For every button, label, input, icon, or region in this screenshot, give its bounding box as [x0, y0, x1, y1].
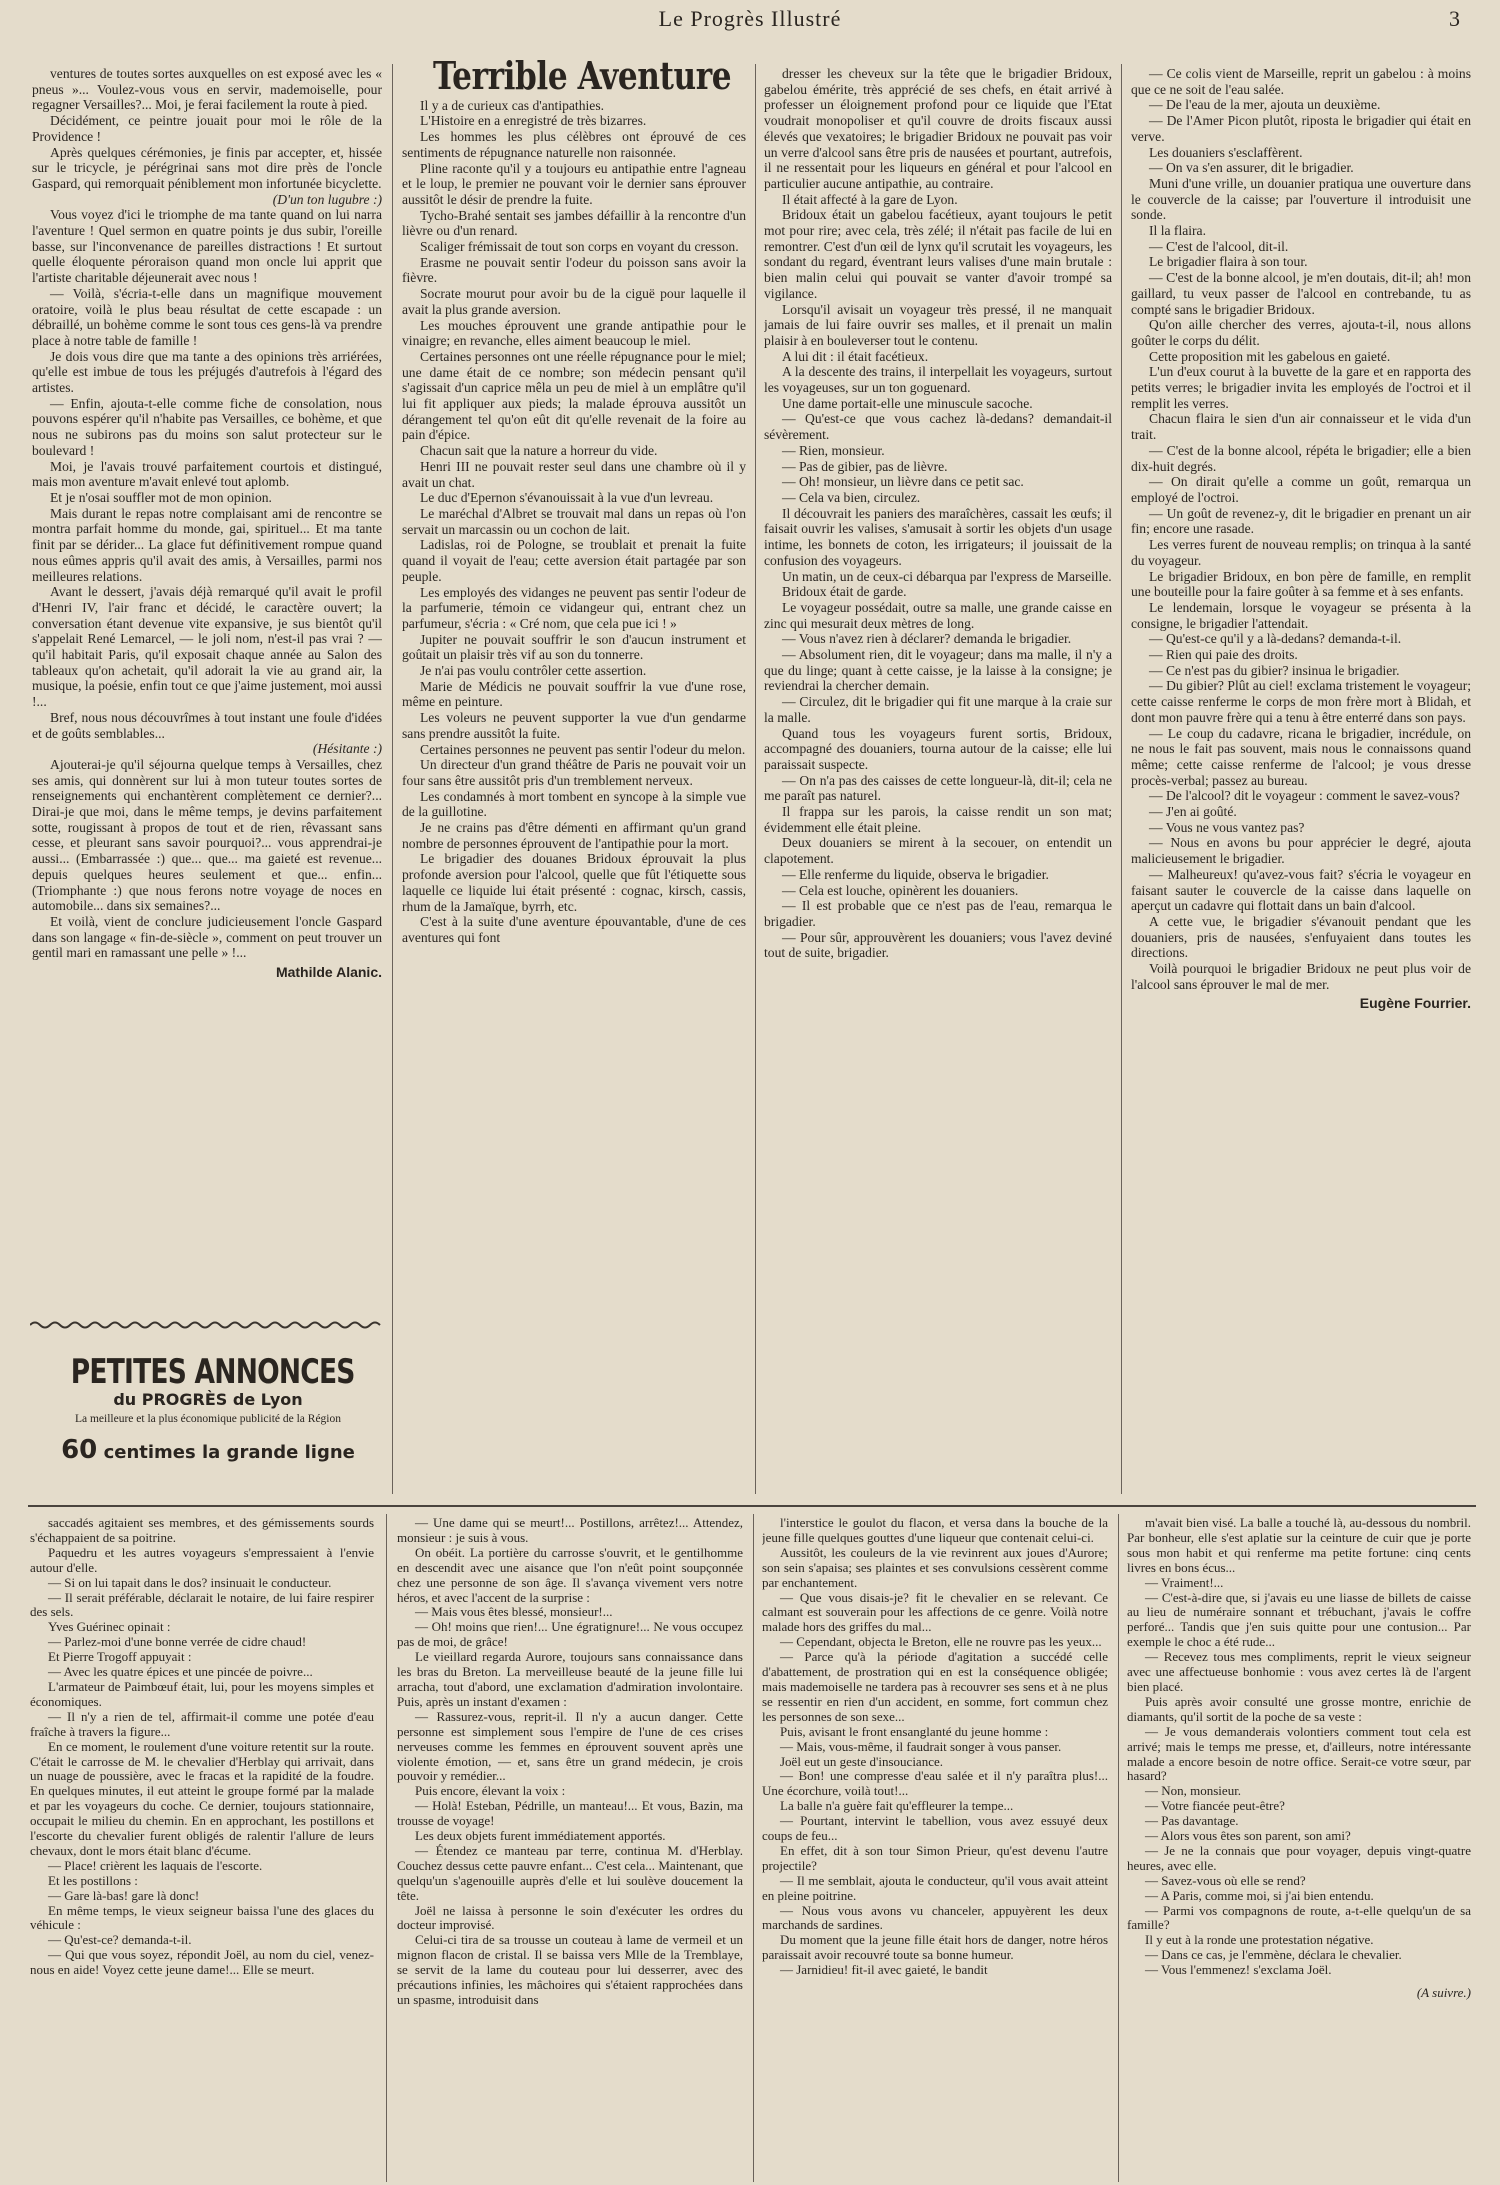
paragraph: Vous voyez d'ici le triomphe de ma tante quand on lui narra l'aventure ! Quel sermon en quatre points je dus subir, l'oreille basse, sur l'inconvenance de pareilles distractions ! Et surtout quelle éloquente péroraison quand mon oncle lui apprit que l'artiste charitable déjeunerait avec nous ! — [32, 207, 382, 286]
serial-paragraph: Yves Guérinec opinait : — [48, 1619, 171, 1635]
paragraph: Chacun flaira le sien d'un air connaisseur et le vida d'un trait. — [1131, 411, 1471, 443]
paragraph: Après quelques cérémonies, je finis par accepter, et, hissée sur le tricycle, je pérégrinai sans mot dire près de l'oncle Gaspard, qui remorquait péniblement mon infortunée bicyclette. — [32, 144, 382, 191]
ad-price-text: centimes la grande ligne — [103, 1442, 355, 1463]
paragraph: — Qu'est-ce qu'il y a là-dedans? demanda-t-il. — [1149, 631, 1402, 647]
paragraph: — De l'alcool? dit le voyageur : comment le savez-vous? — [1149, 788, 1460, 804]
paragraph: Un matin, un de ceux-ci débarqua par l'express de Marseille. — [782, 568, 1112, 584]
ad-headline: PETITES ANNONCES — [70, 1352, 355, 1392]
paragraph: A la descente des trains, il interpellait les voyageurs, surtout les voyageuses, sur un ton goguenard. — [764, 364, 1112, 396]
page-header — [40, 0, 1460, 40]
serial-paragraph: Joël ne laissa à personne le soin d'exécuter les ordres du docteur improvisé. — [397, 1902, 743, 1933]
paragraph: — J'en ai goûté. — [1149, 804, 1237, 820]
paragraph: — Vous n'avez rien à déclarer? demanda le brigadier. — [782, 631, 1072, 647]
serial-column-2 — [397, 1516, 743, 2181]
author-signature: Mathilde Alanic. — [275, 964, 382, 981]
ad-line-1: du PROGRÈS de Lyon — [113, 1390, 303, 1409]
paragraph: — Elle renferme du liquide, observa le brigadier. — [782, 866, 1049, 882]
paragraph: — Le coup du cadavre, ricana le brigadier, incrédule, on ne nous le fait pas souvent, mais nous le connaissons quand même; cette caisse renferme de l'alcool; je vous dresse procès-verbal; passez au bureau. — [1131, 725, 1471, 788]
paragraph: L'Histoire en a enregistré de très bizarres. — [420, 113, 647, 129]
paragraph: — Un goût de revenez-y, dit le brigadier en prenant un air fin; encore une rasade. — [1131, 505, 1471, 537]
stage-direction: (Hésitante :) — [312, 741, 382, 757]
column-rule — [1118, 1514, 1119, 2182]
paragraph: — Cela est louche, opinèrent les douaniers. — [782, 882, 1019, 898]
paragraph: Et voilà, vient de conclure judicieusement l'oncle Gaspard dans son langage « fin-de-siècle », comment on peut trouver un gentil mari en ramassant une pelle » !... — [32, 913, 382, 961]
paragraph: Il la flaira. — [1149, 223, 1206, 239]
author-signature: Eugène Fourrier. — [1359, 995, 1471, 1012]
paragraph: Ladislas, roi de Pologne, se troublait et prenait la fuite quand il voyait de l'eau; cette aversion était partagée par son peuple. — [402, 537, 746, 584]
serial-paragraph: saccadés agitaient ses membres, et des gémissements sourds s'échappaient de sa poitrine. — [30, 1516, 374, 1545]
paragraph: Cette proposition mit les gabelous en gaieté. — [1149, 348, 1391, 364]
paragraph: Les mouches éprouvent une grande antipathie pour le vinaigre; en revanche, elles aiment beaucoup le miel. — [402, 317, 746, 349]
paragraph: — On va s'en assurer, dit le brigadier. — [1149, 160, 1354, 176]
paragraph: Je n'ai pas voulu contrôler cette assertion. — [420, 663, 647, 679]
paragraph: Le brigadier des douanes Bridoux éprouvait la plus profonde aversion pour l'alcool, quelle que fût l'étiquette sous laquelle ce liquide lui était présenté : cognac, kirsch, cassis, rhum de la Jamaïque, byrrh, etc. — [402, 851, 746, 914]
paragraph: — Pour sûr, approuvèrent les douaniers; vous l'avez deviné tout de suite, brigadier. — [764, 929, 1112, 961]
paragraph: — On n'a pas des caisses de cette longueur-là, dit-il; cela ne me paraît pas naturel. — [764, 772, 1112, 804]
paragraph: Voilà pourquoi le brigadier Bridoux ne peut plus voir de l'alcool sans éprouver le mal de mer. — [1131, 961, 1471, 992]
paragraph: Le lendemain, lorsque le voyageur se présenta à la consigne, le brigadier l'attendait. — [1131, 599, 1471, 631]
story-column-2 — [402, 60, 746, 1495]
paragraph: Quand tous les voyageurs furent sortis, Bridoux, accompagné des douaniers, tourna autour de la caisse; elle lui paraissait suspecte. — [764, 725, 1112, 772]
serial-paragraph: — Recevez tous mes compliments, reprit le vieux seigneur avec une affectueuse bonhomie : vous avez certes là de l'argent bien placé. — [1127, 1649, 1471, 1694]
separator-line — [30, 1315, 385, 1325]
column-rule — [753, 1514, 754, 2182]
serial-paragraph: — Jarnidieu! fit-il avec gaieté, le bandit — [780, 1962, 988, 1978]
ad-price — [32, 1435, 384, 1465]
paragraph: Marie de Médicis ne pouvait souffrir la vue d'une rose, même en peinture. — [402, 678, 746, 710]
paragraph: Certaines personnes ne peuvent pas sentir l'odeur du melon. — [420, 741, 746, 757]
serial-paragraph: Et les postillons : — [48, 1872, 138, 1888]
serial-paragraph: — Oh! moins que rien!... Une égratignure!... Ne vous occupez pas de moi, de grâce! — [397, 1619, 743, 1650]
serial-paragraph: — Avec les quatre épices et une pincée de poivre... — [48, 1664, 313, 1680]
paragraph: — Vous ne vous vantez pas? — [1149, 819, 1305, 835]
paragraph: Il découvrait les paniers des maraîchères, cassait les œufs; il faisait ouvrir les valises, s'amusait à sortir les objets d'un usage intime, les bonnets de coton, les irrigateurs; il jouissait de la confusion des voyageurs. — [764, 505, 1112, 568]
stage-direction: (D'un ton lugubre :) — [272, 191, 382, 207]
serial-paragraph: — Nous vous avons vu chanceler, appuyèrent les deux marchands de sardines. — [762, 1902, 1108, 1933]
paragraph: Le voyageur possédait, outre sa malle, une grande caisse en zinc qui mesurait deux mètres de long. — [764, 599, 1112, 631]
paragraph: Mais durant le repas notre complaisant ami de rencontre se montra parfait homme du monde, gai, spirituel... Et ma tante finit par se dérider... La glace fut définitivement rompue quand nous eûmes appris qu'il avait des amis, à Versailles, parmi nos meilleures relations. — [32, 505, 382, 584]
column-rule — [386, 1514, 387, 2182]
paragraph: A cette vue, le brigadier s'évanouit pendant que les douaniers, pris de nausées, s'enfuyaient dans toutes les directions. — [1131, 913, 1471, 961]
paragraph: — Absolument rien, dit le voyageur; dans ma malle, il n'y a que du linge; quant à cette caisse, je la laisse à la consigne; je reviendrai la chercher demain. — [764, 647, 1112, 694]
paragraph: — C'est de la bonne alcool, répéta le brigadier; elle a bien dix-huit degrés. — [1131, 442, 1471, 474]
paragraph: — Oh! monsieur, un lièvre dans ce petit sac. — [782, 474, 1024, 490]
paragraph: Socrate mourut pour avoir bu de la ciguë pour laquelle il avait la plus grande aversion. — [402, 286, 746, 317]
serial-column-4 — [1127, 1516, 1471, 2181]
serial-paragraph: Et Pierre Trogoff appuyait : — [48, 1649, 192, 1665]
paragraph: Il était affecté à la gare de Lyon. — [782, 191, 958, 207]
serial-paragraph: — Pourtant, intervint le tabellion, vous avez essuyé deux coups de feu... — [762, 1813, 1108, 1844]
paragraph: Chacun sait que la nature a horreur du vide. — [420, 443, 658, 459]
column-rule — [1121, 64, 1122, 1494]
story-column-4 — [1131, 66, 1471, 1496]
serial-paragraph: — Alors vous êtes son parent, son ami? — [1145, 1828, 1351, 1844]
paragraph: — Pas de gibier, pas de lièvre. — [782, 458, 948, 474]
paragraph: Muni d'une vrille, un douanier pratiqua une ouverture dans le couvercle de la caisse; par l'ouverture il introduisit une sonde. — [1131, 175, 1471, 223]
serial-paragraph: — Rassurez-vous, reprit-il. Il n'y a aucun danger. Cette personne est simplement sous l'empire de l'une de ces crises nerveuses comme les femmes en éprouvent souvent après une violente émotion, — et, sans être un grand médecin, je crois pouvoir y remédier... — [397, 1708, 743, 1784]
paragraph: Le brigadier Bridoux, en bon père de famille, en remplit une bouteille pour la faire goûter à sa femme et à ses enfants. — [1131, 568, 1471, 600]
paragraph: — Rien, monsieur. — [782, 442, 885, 458]
paragraph: dresser les cheveux sur la tête que le brigadier Bridoux, gabelou émérite, très apprécié de ses chefs, en était arrivé à professer un éloignement profond pour ce liquide que l'Etat voudrait monopoliser et qu'il couvre de droits fiscaux aussi élevés que vexatoires; le brigadier Bridoux ne pouvait pas voir un verre d'alcool sans être pris de nausées et pourtant, autrefois, il ne ressentait pour les liqueurs en général et pour l'alcool en particulier aucune antipathie, au contraire. — [764, 66, 1112, 191]
serial-paragraph: — Mais, vous-même, il faudrait songer à vous panser. — [780, 1738, 1062, 1754]
serial-paragraph: — Il n'y a rien de tel, affirmait-il comme une potée d'eau fraîche à travers la figure... — [30, 1708, 374, 1739]
serial-column-3 — [762, 1516, 1108, 2181]
paragraph: Le maréchal d'Albret se trouvait mal dans un repas où l'on servait un marcassin ou un cochon de lait. — [402, 505, 746, 537]
serial-paragraph: m'avait bien visé. La balle a touché là, au-dessous du nombril. Par bonheur, elle s'est aplatie sur la ceinture de cuir que je porte sous mon habit et qui renferme ma petite fortune: cinq cents livres en bons écus... — [1127, 1516, 1471, 1575]
paragraph: Le brigadier flaira à son tour. — [1149, 254, 1308, 270]
serial-paragraph: Du moment que la jeune fille était hors de danger, notre héros paraissait avoir recouvré toute sa bonne humeur. — [762, 1932, 1108, 1963]
serial-paragraph: — A Paris, comme moi, si j'ai bien entendu. — [1145, 1887, 1374, 1903]
paragraph: C'est à la suite d'une aventure épouvantable, d'une de ces aventures qui font — [402, 914, 746, 945]
serial-paragraph: — Dans ce cas, je l'emmène, déclara le chevalier. — [1145, 1947, 1402, 1963]
serial-paragraph: — Cependant, objecta le Breton, elle ne rouvre pas les yeux... — [780, 1634, 1102, 1650]
ad-price-number: 60 — [61, 1435, 98, 1465]
paragraph: Moi, je l'avais trouvé parfaitement courtois et distingué, mais mon aventure m'avait enlevé tout aplomb. — [32, 458, 382, 490]
serial-paragraph: — Qui que vous soyez, répondit Joël, au nom du ciel, venez-nous en aide! Voyez cette jeune dame!... Elle se meurt. — [30, 1947, 374, 1978]
serial-paragraph: — Je ne la connais que pour voyager, depuis vingt-quatre heures, avec elle. — [1127, 1842, 1471, 1873]
paragraph: Un directeur d'un grand théâtre de Paris ne pouvait voir un four sans être aussitôt pris d'un tremblement nerveux. — [402, 757, 746, 788]
serial-paragraph: — Place! crièrent les laquais de l'escorte. — [48, 1857, 263, 1873]
paragraph: Une dame portait-elle une minuscule sacoche. — [782, 395, 1033, 411]
serial-paragraph: Puis encore, élevant la voix : — [415, 1783, 566, 1799]
paragraph: — C'est de l'alcool, dit-il. — [1149, 238, 1289, 254]
to-be-continued: (A suivre.) — [1416, 1985, 1471, 2001]
serial-paragraph: — Non, monsieur. — [1145, 1783, 1242, 1799]
paragraph: — Il est probable que ce n'est pas de l'eau, remarqua le brigadier. — [764, 898, 1112, 929]
serial-paragraph: — Si on lui tapait dans le dos? insinuait le conducteur. — [48, 1574, 332, 1590]
serial-paragraph: — Pas davantage. — [1145, 1813, 1239, 1829]
paragraph: Je dois vous dire que ma tante a des opinions très arriérées, qu'elle est imbue de tous les préjugés d'autrefois à l'égard des artistes. — [32, 348, 382, 396]
serial-paragraph: L'armateur de Paimbœuf était, lui, pour les moyens simples et économiques. — [30, 1678, 374, 1709]
paragraph: Ajouterai-je qu'il séjourna quelque temps à Versailles, chez ses amis, qui donnèrent sur lui à mon tuteur toutes sortes de renseignements qui enchantèrent complètement ce dernier?... Dirai-je que moi, dans le même temps, je devins parfaitement sotte, rougissant à propos de tout et de rien, rêvassant sans cesse, et pleurant sans savoir pourquoi?... vous apprendrai-je aussi... (Embarrassée :) que... que... ma gaieté est revenue... depuis quelques heures seulement et que... enfin... (Triomphante :) que nous ferons notre voyage de noces en automobile... dans six semaines?... — [32, 756, 382, 914]
paragraph: — Ce colis vient de Marseille, reprit un gabelou : à moins que ce ne soit de l'eau salée. — [1131, 66, 1471, 97]
newspaper-title: Le Progrès Illustré — [658, 6, 842, 31]
paragraph: Décidément, ce peintre jouait pour moi le rôle de la Providence ! — [32, 113, 382, 144]
serial-paragraph: En même temps, le vieux seigneur baissa l'une des glaces du véhicule : — [30, 1902, 374, 1933]
paragraph: — On dirait qu'elle a comme un goût, remarqua un employé de l'octroi. — [1131, 474, 1471, 505]
serial-paragraph: — Parce qu'à la période d'agitation a succédé celle d'abattement, de prostration qui en est la conséquence obligée; mais mademoiselle ne tardera pas à recouvrer ses sens et à ne plus se ressentir en rien d'un accident, en somme, fort commun chez les personnes de son sexe... — [762, 1649, 1108, 1724]
serial-paragraph: — Que vous disais-je? fit le chevalier en se relevant. Ce calmant est souverain pour les affections de ce genre. Voilà notre malade hors des griffes du mal... — [762, 1589, 1108, 1635]
paragraph: Il y a de curieux cas d'antipathies. — [420, 97, 605, 113]
paragraph: Bridoux était un gabelou facétieux, ayant toujours le petit mot pour rire; avec cela, très zélé; il n'était pas facile de lui en remontrer. C'est d'un œil de lynx qu'il scrutait les voyageurs, les sondant du regard, éventrant leurs valises d'une main brutale : bien malin celui qui pouvait se vanter d'avoir trompé sa vigilance. — [764, 207, 1112, 301]
paragraph: Le duc d'Epernon s'évanouissait à la vue d'un levreau. — [420, 490, 714, 506]
paragraph: L'un d'eux courut à la buvette de la gare et en rapporta des petits verres; le brigadier invita les employés de l'octroi et il remplit les verres. — [1131, 364, 1471, 411]
serial-paragraph: La balle n'a guère fait qu'effleurer la tempe... — [780, 1798, 1014, 1814]
serial-paragraph: — Il me semblait, ajouta le conducteur, qu'il vous avait atteint en pleine poitrine. — [762, 1872, 1108, 1903]
paragraph: Pline raconte qu'il y a toujours eu antipathie entre l'agneau et le loup, le premier ne pouvant voir le dernier sans éprouver aussitôt le désir de prendre la fuite. — [402, 160, 746, 207]
paragraph: ventures de toutes sortes auxquelles on est exposé avec les « pneus »... Voulez-vous vous en servir, mademoiselle, pour regagner Versailles?... Moi, je ferai facilement la route à pied. — [32, 66, 382, 113]
section-divider — [28, 1505, 1476, 1507]
serial-paragraph: — Il serait préférable, déclarait le notaire, de lui faire respirer des sels. — [30, 1589, 374, 1620]
paragraph: — Qu'est-ce que vous cachez là-dedans? demandait-il sévèrement. — [764, 411, 1112, 443]
serial-paragraph: Le vieillard regarda Aurore, toujours sans connaissance dans les bras du Breton. La merveilleuse beauté de la jeune fille lui arracha, tout d'abord, une exclamation d'admiration involontaire. Puis, après un instant d'examen : — [397, 1649, 743, 1709]
story-column-1 — [32, 66, 382, 1306]
serial-paragraph: l'interstice le goulot du flacon, et versa dans la bouche de la jeune fille quelques gouttes d'une liqueur que contenait celui-ci. — [762, 1516, 1108, 1545]
paragraph: — Ce n'est pas du gibier? insinua le brigadier. — [1149, 662, 1400, 678]
paragraph: Tycho-Brahé sentait ses jambes défaillir à la rencontre d'un lièvre ou d'un renard. — [402, 207, 746, 239]
serial-paragraph: — Holà! Esteban, Pédrille, un manteau!... Et vous, Bazin, ma trousse de voyage! — [397, 1798, 743, 1829]
serial-paragraph: — Qu'est-ce? demanda-t-il. — [48, 1932, 192, 1948]
serial-paragraph: — Savez-vous où elle se rend? — [1145, 1872, 1306, 1888]
serial-paragraph: Puis, avisant le front ensanglanté du jeune homme : — [780, 1723, 1049, 1739]
paragraph: — De l'eau de la mer, ajouta un deuxième. — [1149, 97, 1381, 113]
paragraph: — Malheureux! qu'avez-vous fait? s'écria le voyageur en faisant sauter le couvercle de la caisse dans laquelle on aperçut un cadavre qui flottait dans un bain d'alcool. — [1131, 866, 1471, 914]
classified-ad-box — [32, 1352, 384, 1472]
serial-paragraph: Paquedru et les autres voyageurs s'empressaient à l'envie autour d'elle. — [30, 1544, 374, 1575]
paragraph: Il frappa sur les parois, la caisse rendit un son mat; évidemment elle était pleine. — [764, 804, 1112, 835]
serial-paragraph: — Bon! une compresse d'eau salée et il n'y paraîtra plus!... Une écorchure, voilà tout!... — [762, 1768, 1108, 1799]
paragraph: — C'est de la bonne alcool, je m'en doutais, dit-il; ah! mon gaillard, tu veux passer de l'alcool en contrebande, tu as compté sans le brigadier Bridoux. — [1131, 270, 1471, 317]
serial-paragraph: — Une dame qui se meurt!... Postillons, arrêtez!... Attendez, monsieur : je suis à vous. — [397, 1516, 743, 1545]
serial-paragraph: — C'est-à-dire que, si j'avais eu une liasse de billets de caisse au lieu de numéraire sonnant et trébuchant, j'avais le coffre perforé... Tandis que j'en suis quitte pour une contusion... Par exemple le choc a été rude... — [1127, 1589, 1471, 1650]
paragraph: — Voilà, s'écria-t-elle dans un magnifique mouvement oratoire, voilà le plus beau résultat de cette escapade : un débraillé, un bohème comme le sont tous ces gens-là va prendre place à notre table de famille ! — [32, 285, 382, 348]
paragraph: Les voleurs ne peuvent supporter la vue d'un gendarme sans prendre aussitôt la fuite. — [402, 710, 746, 741]
ad-line-2: La meilleure et la plus économique publicité de la Région — [74, 1413, 341, 1425]
serial-paragraph: — Vraiment!... — [1145, 1574, 1224, 1590]
paragraph: — De l'Amer Picon plutôt, riposta le brigadier qui était en verve. — [1131, 113, 1471, 144]
serial-paragraph: Celui-ci tira de sa trousse un couteau à lame de vermeil et un mignon flacon de cristal. Il se baissa vers Mlle de la Tremblaye, se servit de la lame du couteau pour lui desserrer, avec des précautions infinies, les mâchoires qui s'étaient rapprochées dans un spasme, introduisit dans — [397, 1932, 743, 2007]
serial-paragraph: — Je vous demanderais volontiers comment tout cela est arrivé; mais le temps me presse, et, d'ailleurs, notre intéressante malade a encore besoin de notre office. Serait-ce votre sœur, par hasard? — [1127, 1723, 1471, 1784]
paragraph: Jupiter ne pouvait souffrir le son d'aucun instrument et goûtait un plaisir très vif au son du tonnerre. — [402, 631, 746, 663]
page-number: 3 — [1449, 6, 1460, 31]
serial-paragraph: — Mais vous êtes blessé, monsieur!... — [415, 1604, 613, 1620]
paragraph: — Circulez, dit le brigadier qui fit une marque à la craie sur la malle. — [764, 694, 1112, 725]
paragraph: — Enfin, ajouta-t-elle comme fiche de consolation, nous pouvons espérer qu'il n'habite pas Versailles, ce bohème, et que nous ne subirons pas du moins son salut protecteur sur le boulevard ! — [32, 395, 382, 458]
serial-column-1 — [30, 1516, 374, 2181]
serial-paragraph: En ce moment, le roulement d'une voiture retentit sur la route. C'était le carrosse de M. le chevalier d'Herblay qui arrivait, dans un nuage de poussière, avec le fracas et la rapidité de la foudre. En quelques minutes, il eut atteint le groupe formé par la malade et par les voyageurs du coche. Ce dernier, toujours stationnaire, occupait le milieu du chemin. En en approchant, les postillons et l'escorte du chevalier furent obligés de ralentir l'allure de leurs chevaux, dont le mors était blanc d'écume. — [30, 1738, 374, 1858]
paragraph: Erasme ne pouvait sentir l'odeur du poisson sans avoir la fièvre. — [402, 254, 746, 286]
paragraph: — Cela va bien, circulez. — [782, 489, 921, 505]
paragraph: Henri III ne pouvait rester seul dans une chambre où il y avait un chat. — [402, 458, 746, 490]
serial-paragraph: Il y eut à la ronde une protestation négative. — [1145, 1932, 1374, 1948]
paragraph: — Du gibier? Plût au ciel! exclama tristement le voyageur; cette caisse renferme le corps de mon frère mort à Blidah, et dont mon pauvre frère qui a tenu à être enterré dans son pays. — [1131, 678, 1471, 725]
column-rule — [392, 64, 393, 1494]
paragraph: Les verres furent de nouveau remplis; on trinqua à la santé du voyageur. — [1131, 537, 1471, 568]
serial-paragraph: On obéit. La portière du carrosse s'ouvrit, et le gentilhomme en descendit avec une aisance que l'on n'eût point soupçonnée chez une personne de son âge. Il s'avança vivement vers notre héros, et avec l'accent de la surprise : — [397, 1544, 743, 1605]
serial-paragraph: — Gare là-bas! gare là donc! — [48, 1887, 200, 1903]
column-rule — [755, 64, 756, 1494]
paragraph: Deux douaniers se mirent à la secouer, on entendit un clapotement. — [764, 835, 1112, 867]
paragraph: Les employés des vidanges ne peuvent pas sentir l'odeur de la parfumerie, témoin ce vidangeur qui, entrant chez un parfumeur, s'écria : « Cré nom, que cela pue ici ! » — [402, 584, 746, 631]
serial-paragraph: — Vous l'emmenez! s'exclama Joël. — [1145, 1962, 1332, 1978]
paragraph: Les condamnés à mort tombent en syncope à la simple vue de la guillotine. — [402, 788, 746, 820]
paragraph: Avant le dessert, j'avais déjà remarqué qu'il avait le profil d'Henri IV, l'air franc et décidé, le caractère ouvert; la conversation étant devenue vite expansive, je sus bientôt qu'il s'appelait René Lemarcel, — le joli nom, n'est-il pas vrai ? — qu'il habitait Paris, qu'il exposait chaque année au Salon des tableaux qu'on achetait, qu'il adorait la vie au grand air, la musique, la poésie, enfin tout ce que j'aime justement, moi aussi !... — [32, 584, 382, 710]
paragraph: Qu'on aille chercher des verres, ajouta-t-il, nous allons goûter le corps du délit. — [1131, 317, 1471, 348]
serial-paragraph: — Étendez ce manteau par terre, continua M. d'Herblay. Couchez dessus cette pauvre enfant... C'est cela... Maintenant, que quelqu'un s'agenouille auprès d'elle et lui soulève doucement la tête. — [397, 1842, 743, 1903]
story-column-3 — [764, 66, 1112, 1496]
paragraph: Les douaniers s'esclaffèrent. — [1149, 144, 1303, 160]
paragraph: Certaines personnes ont une réelle répugnance pour le miel; une dame était de ce nombre; son médecin pensant qu'il s'agissait d'un caprice mêla un peu de miel à un emplâtre qu'il lui fit appliquer aux pieds; la malade éprouva aussitôt un dérangement tel qu'on eût dit qu'elle revenait de la foire au pain d'épice. — [402, 348, 746, 443]
paragraph: Bref, nous nous découvrîmes à tout instant une foule d'idées et de goûts semblables... — [32, 709, 382, 741]
paragraph: Je ne crains pas d'être démenti en affirmant qu'un grand nombre de personnes éprouvent de l'antipathie pour la mort. — [402, 820, 746, 851]
paragraph: Bridoux était de garde. — [782, 584, 907, 600]
serial-paragraph: Aussitôt, les couleurs de la vie revinrent aux joues d'Aurore; son sein s'apaisa; ses plaintes et ses convulsions cessèrent comme par enchantement. — [762, 1544, 1108, 1590]
serial-paragraph: En effet, dit à son tour Simon Prieur, qu'est devenu l'autre projectile? — [762, 1842, 1108, 1873]
paragraph: A lui dit : il était facétieux. — [782, 348, 929, 364]
serial-paragraph: — Parmi vos compagnons de route, a-t-elle quelqu'un de sa famille? — [1127, 1902, 1471, 1933]
serial-paragraph: Joël eut un geste d'insouciance. — [780, 1753, 943, 1769]
article-title: Terrible Aventure — [432, 60, 732, 98]
paragraph: Lorsqu'il avisait un voyageur très pressé, il ne manquait jamais de lui faire ouvrir ses malles, et il prenait un malin plaisir à en bouleverser tout le contenu. — [764, 301, 1112, 348]
paragraph: Les hommes les plus célèbres ont éprouvé de ces sentiments de répugnance naturelle non raisonnée. — [402, 129, 746, 160]
serial-paragraph: Puis après avoir consulté une grosse montre, enrichie de diamants, qu'il sortit de la poche de sa veste : — [1127, 1693, 1471, 1724]
paragraph: Et je n'osai souffler mot de mon opinion. — [50, 489, 272, 505]
serial-paragraph: — Parlez-moi d'une bonne verrée de cidre chaud! — [48, 1634, 307, 1650]
serial-paragraph: — Votre fiancée peut-être? — [1145, 1798, 1285, 1814]
serial-paragraph: Les deux objets furent immédiatement apportés. — [415, 1828, 666, 1844]
paragraph: — Nous en avons bu pour apprécier le degré, ajouta malicieusement le brigadier. — [1131, 835, 1471, 867]
paragraph: Scaliger frémissait de tout son corps en voyant du cresson. — [420, 239, 739, 255]
paragraph: — Rien qui paie des droits. — [1149, 647, 1298, 663]
